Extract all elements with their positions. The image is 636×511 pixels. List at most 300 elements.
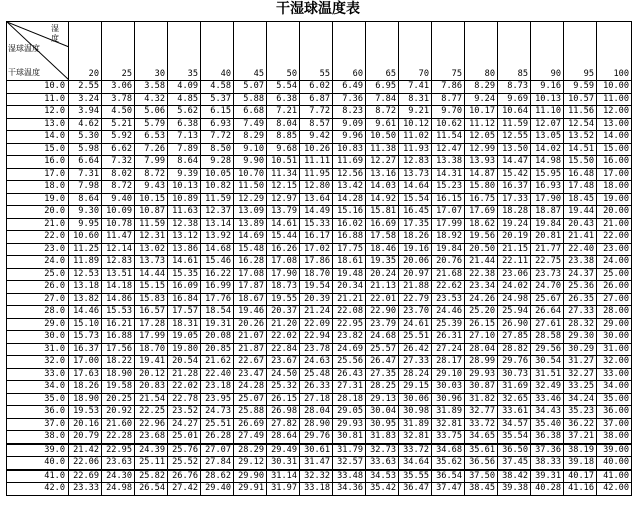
wet-bulb-value-cell: 29.49 <box>267 444 300 457</box>
wet-bulb-value-cell: 29.00 <box>597 318 632 331</box>
wet-bulb-value-cell: 26.69 <box>234 418 267 431</box>
wet-bulb-value-cell: 30.29 <box>564 343 597 356</box>
wet-bulb-value-cell: 20.81 <box>531 231 564 244</box>
wet-bulb-value-cell: 27.42 <box>168 483 201 496</box>
wet-bulb-value-cell: 30.06 <box>399 393 432 406</box>
wet-bulb-value-cell: 34.68 <box>432 444 465 457</box>
wet-bulb-value-cell: 10.17 <box>465 106 498 119</box>
wet-bulb-value-cell: 37.50 <box>465 470 498 483</box>
wet-bulb-value-cell: 22.08 <box>333 306 366 319</box>
wet-bulb-value-cell: 26.42 <box>399 343 432 356</box>
wet-bulb-value-cell: 18.46 <box>366 243 399 256</box>
wet-bulb-value-cell: 15.53 <box>102 306 135 319</box>
wet-bulb-value-cell: 10.51 <box>267 156 300 169</box>
wet-bulb-value-cell: 26.64 <box>531 306 564 319</box>
wet-bulb-value-cell: 17.86 <box>300 256 333 269</box>
wet-bulb-value-cell: 22.78 <box>168 393 201 406</box>
wet-bulb-value-cell: 14.28 <box>333 193 366 206</box>
wet-bulb-value-cell: 20.97 <box>399 268 432 281</box>
wet-bulb-value-cell: 22.00 <box>597 231 632 244</box>
wet-bulb-value-cell: 14.69 <box>234 231 267 244</box>
wet-bulb-value-cell: 20.37 <box>267 306 300 319</box>
wet-bulb-value-cell: 11.50 <box>234 181 267 194</box>
wet-bulb-value-cell: 12.15 <box>267 181 300 194</box>
table-row <box>7 218 632 231</box>
wet-bulb-value-cell: 27.18 <box>300 393 333 406</box>
wet-bulb-value-cell: 30.81 <box>333 431 366 444</box>
wet-bulb-value-cell: 24.46 <box>432 306 465 319</box>
wet-bulb-value-cell: 25.57 <box>366 343 399 356</box>
wet-bulb-value-cell: 9.61 <box>366 118 399 131</box>
wet-bulb-value-cell: 5.37 <box>201 93 234 106</box>
wet-bulb-value-cell: 22.95 <box>102 444 135 457</box>
dry-bulb-temp-cell: 37.0 <box>7 418 69 431</box>
wet-bulb-value-cell: 5.92 <box>102 131 135 144</box>
wet-bulb-value-cell: 11.47 <box>102 231 135 244</box>
table-row <box>7 243 632 256</box>
table-row <box>7 318 632 331</box>
dry-bulb-temp-cell: 39.0 <box>7 444 69 457</box>
wet-bulb-value-cell: 17.00 <box>69 356 102 369</box>
wet-bulb-value-cell: 22.01 <box>366 293 399 306</box>
wet-bulb-value-cell: 24.50 <box>267 368 300 381</box>
wet-bulb-value-cell: 12.05 <box>465 131 498 144</box>
wet-bulb-value-cell: 32.81 <box>432 418 465 431</box>
wet-bulb-value-cell: 2.55 <box>69 81 102 94</box>
wet-bulb-value-cell: 30.87 <box>465 381 498 394</box>
wet-bulb-value-cell: 21.20 <box>267 318 300 331</box>
wet-bulb-value-cell: 18.67 <box>234 293 267 306</box>
wet-bulb-value-cell: 13.42 <box>333 181 366 194</box>
wet-bulb-label: 湿球温度 <box>8 44 40 53</box>
wet-bulb-value-cell: 26.28 <box>201 431 234 444</box>
wet-bulb-value-cell: 8.50 <box>201 143 234 156</box>
wet-bulb-value-cell: 30.96 <box>432 393 465 406</box>
wet-bulb-value-cell: 10.83 <box>333 143 366 156</box>
wet-bulb-value-cell: 20.92 <box>102 406 135 419</box>
wet-bulb-value-cell: 11.93 <box>399 143 432 156</box>
wet-bulb-value-cell: 23.18 <box>201 381 234 394</box>
column-header: 50 <box>267 22 300 81</box>
wet-bulb-value-cell: 32.65 <box>498 393 531 406</box>
wet-bulb-value-cell: 34.00 <box>597 381 632 394</box>
wet-bulb-value-cell: 12.27 <box>366 156 399 169</box>
table-row <box>7 406 632 419</box>
wet-bulb-value-cell: 5.62 <box>168 106 201 119</box>
wet-bulb-value-cell: 23.78 <box>300 343 333 356</box>
wet-bulb-value-cell: 19.53 <box>69 406 102 419</box>
wet-bulb-value-cell: 14.44 <box>135 268 168 281</box>
wet-bulb-value-cell: 12.53 <box>69 268 102 281</box>
wet-bulb-value-cell: 18.22 <box>102 356 135 369</box>
wet-bulb-value-cell: 10.26 <box>300 143 333 156</box>
wet-bulb-value-cell: 13.93 <box>465 156 498 169</box>
wet-bulb-value-cell: 38.19 <box>564 444 597 457</box>
dry-bulb-temp-cell: 11.0 <box>7 93 69 106</box>
wet-bulb-value-cell: 40.17 <box>564 470 597 483</box>
wet-bulb-value-cell: 6.38 <box>267 93 300 106</box>
wet-bulb-value-cell: 17.08 <box>234 268 267 281</box>
wet-bulb-value-cell: 28.00 <box>597 306 632 319</box>
wet-bulb-value-cell: 8.72 <box>366 106 399 119</box>
wet-bulb-value-cell: 9.24 <box>465 93 498 106</box>
wet-bulb-value-cell: 16.17 <box>300 231 333 244</box>
wet-bulb-value-cell: 18.87 <box>531 206 564 219</box>
wet-bulb-value-cell: 29.05 <box>333 406 366 419</box>
wet-bulb-value-cell: 15.48 <box>234 243 267 256</box>
wet-bulb-value-cell: 33.00 <box>597 368 632 381</box>
column-header: 30 <box>135 22 168 81</box>
wet-bulb-value-cell: 3.58 <box>135 81 168 94</box>
wet-bulb-value-cell: 17.87 <box>234 281 267 294</box>
wet-bulb-value-cell: 21.41 <box>564 231 597 244</box>
wet-bulb-value-cell: 28.25 <box>366 381 399 394</box>
wet-bulb-value-cell: 24.37 <box>564 268 597 281</box>
wet-bulb-value-cell: 37.36 <box>531 444 564 457</box>
table-row <box>7 306 632 319</box>
wet-bulb-value-cell: 15.35 <box>168 268 201 281</box>
wet-bulb-value-cell: 6.68 <box>234 106 267 119</box>
wet-bulb-value-cell: 9.96 <box>333 131 366 144</box>
wet-bulb-value-cell: 5.06 <box>135 106 168 119</box>
wet-bulb-value-cell: 11.56 <box>564 106 597 119</box>
wet-bulb-value-cell: 15.81 <box>366 206 399 219</box>
wet-bulb-value-cell: 41.00 <box>597 470 632 483</box>
wet-bulb-value-cell: 32.81 <box>399 431 432 444</box>
wet-bulb-value-cell: 7.99 <box>135 156 168 169</box>
wet-bulb-value-cell: 5.54 <box>267 81 300 94</box>
wet-bulb-value-cell: 8.72 <box>102 181 135 194</box>
wet-bulb-value-cell: 30.31 <box>267 457 300 470</box>
wet-bulb-value-cell: 10.82 <box>201 181 234 194</box>
wet-bulb-value-cell: 27.84 <box>201 457 234 470</box>
wet-bulb-value-cell: 9.21 <box>399 106 432 119</box>
column-header: 65 <box>366 22 399 81</box>
wet-bulb-value-cell: 21.15 <box>498 243 531 256</box>
wet-bulb-value-cell: 16.84 <box>168 293 201 306</box>
wet-bulb-value-cell: 14.46 <box>69 306 102 319</box>
wet-bulb-value-cell: 31.51 <box>531 368 564 381</box>
wet-bulb-value-cell: 27.07 <box>201 444 234 457</box>
wet-bulb-value-cell: 22.25 <box>135 406 168 419</box>
wet-bulb-value-cell: 31.27 <box>564 356 597 369</box>
wet-bulb-value-cell: 15.80 <box>465 181 498 194</box>
column-header: 55 <box>300 22 333 81</box>
wet-bulb-value-cell: 26.35 <box>564 293 597 306</box>
wet-bulb-value-cell: 14.68 <box>201 243 234 256</box>
table-row <box>7 181 632 194</box>
wet-bulb-value-cell: 34.36 <box>333 483 366 496</box>
dry-bulb-temp-cell: 26.0 <box>7 281 69 294</box>
dry-bulb-temp-cell: 40.0 <box>7 457 69 470</box>
wet-bulb-value-cell: 14.61 <box>168 256 201 269</box>
table-row <box>7 331 632 344</box>
wet-bulb-value-cell: 25.32 <box>267 381 300 394</box>
wet-bulb-value-cell: 14.31 <box>432 168 465 181</box>
wet-bulb-value-cell: 10.60 <box>69 231 102 244</box>
wet-bulb-value-cell: 19.84 <box>432 243 465 256</box>
wet-bulb-value-cell: 16.26 <box>267 243 300 256</box>
wet-bulb-value-cell: 3.06 <box>102 81 135 94</box>
wet-bulb-value-cell: 5.21 <box>102 118 135 131</box>
wet-bulb-value-cell: 19.31 <box>201 318 234 331</box>
wet-bulb-value-cell: 7.41 <box>399 81 432 94</box>
wet-bulb-value-cell: 21.13 <box>366 281 399 294</box>
wet-bulb-value-cell: 21.42 <box>69 444 102 457</box>
wet-bulb-value-cell: 12.29 <box>234 193 267 206</box>
wet-bulb-value-cell: 10.70 <box>234 168 267 181</box>
wet-bulb-value-cell: 33.18 <box>300 483 333 496</box>
wet-bulb-value-cell: 18.70 <box>300 268 333 281</box>
wet-bulb-value-cell: 26.98 <box>267 406 300 419</box>
wet-bulb-value-cell: 9.42 <box>300 131 333 144</box>
wet-bulb-value-cell: 25.88 <box>234 406 267 419</box>
column-header: 75 <box>432 22 465 81</box>
wet-bulb-value-cell: 23.63 <box>102 457 135 470</box>
wet-bulb-value-cell: 11.34 <box>267 168 300 181</box>
wet-bulb-value-cell: 20.43 <box>564 218 597 231</box>
wet-bulb-value-cell: 40.00 <box>597 457 632 470</box>
wet-bulb-value-cell: 9.70 <box>432 106 465 119</box>
wet-bulb-value-cell: 29.12 <box>234 457 267 470</box>
wet-bulb-value-cell: 9.16 <box>531 81 564 94</box>
wet-bulb-value-cell: 32.57 <box>333 457 366 470</box>
dry-bulb-temp-cell: 38.0 <box>7 431 69 444</box>
wet-bulb-value-cell: 12.37 <box>201 206 234 219</box>
wet-bulb-value-cell: 8.73 <box>498 81 531 94</box>
table-row <box>7 168 632 181</box>
table-title: 干湿球温度表 <box>276 1 360 17</box>
wet-bulb-value-cell: 31.00 <box>597 343 632 356</box>
wet-bulb-value-cell: 22.11 <box>498 256 531 269</box>
wet-bulb-value-cell: 13.18 <box>69 281 102 294</box>
wet-bulb-value-cell: 7.49 <box>234 118 267 131</box>
wet-bulb-value-cell: 31.83 <box>366 431 399 444</box>
wet-bulb-value-cell: 7.32 <box>102 156 135 169</box>
wet-bulb-value-cell: 26.31 <box>432 331 465 344</box>
wet-bulb-value-cell: 29.13 <box>366 393 399 406</box>
wet-bulb-value-cell: 29.10 <box>432 368 465 381</box>
wet-bulb-value-cell: 10.09 <box>102 206 135 219</box>
wet-bulb-value-cell: 13.86 <box>168 243 201 256</box>
wet-bulb-value-cell: 20.50 <box>465 243 498 256</box>
wet-bulb-value-cell: 28.62 <box>201 470 234 483</box>
wet-bulb-value-cell: 9.10 <box>234 143 267 156</box>
wet-bulb-value-cell: 20.39 <box>300 293 333 306</box>
dry-bulb-temp-cell: 25.0 <box>7 268 69 281</box>
wet-bulb-value-cell: 9.30 <box>69 206 102 219</box>
wet-bulb-value-cell: 10.78 <box>102 218 135 231</box>
wet-bulb-value-cell: 19.84 <box>531 218 564 231</box>
wet-bulb-value-cell: 20.08 <box>201 331 234 344</box>
wet-bulb-value-cell: 32.73 <box>366 444 399 457</box>
wet-bulb-value-cell: 36.47 <box>399 483 432 496</box>
wet-bulb-value-cell: 12.56 <box>333 168 366 181</box>
wet-bulb-value-cell: 18.70 <box>135 343 168 356</box>
wet-bulb-value-cell: 25.67 <box>531 293 564 306</box>
wet-bulb-value-cell: 12.97 <box>267 193 300 206</box>
wet-bulb-value-cell: 9.43 <box>135 181 168 194</box>
wet-bulb-value-cell: 11.59 <box>135 218 168 231</box>
table-row <box>7 293 632 306</box>
wet-bulb-value-cell: 16.88 <box>102 331 135 344</box>
wet-bulb-value-cell: 33.72 <box>399 444 432 457</box>
wet-bulb-value-cell: 21.68 <box>432 268 465 281</box>
wet-bulb-value-cell: 10.87 <box>135 206 168 219</box>
wet-bulb-value-cell: 16.21 <box>102 318 135 331</box>
wet-bulb-value-cell: 19.55 <box>267 293 300 306</box>
wet-bulb-value-cell: 16.48 <box>564 168 597 181</box>
dry-bulb-temp-cell: 35.0 <box>7 393 69 406</box>
wet-bulb-value-cell: 13.14 <box>201 218 234 231</box>
wet-bulb-value-cell: 10.64 <box>498 106 531 119</box>
column-header: 40 <box>201 22 234 81</box>
wet-bulb-value-cell: 19.05 <box>168 331 201 344</box>
wet-bulb-value-cell: 22.02 <box>168 381 201 394</box>
wet-bulb-value-cell: 16.57 <box>135 306 168 319</box>
wet-bulb-value-cell: 32.27 <box>564 368 597 381</box>
wet-bulb-value-cell: 27.31 <box>333 381 366 394</box>
wet-bulb-value-cell: 31.14 <box>267 470 300 483</box>
column-header: 80 <box>465 22 498 81</box>
wet-bulb-value-cell: 17.08 <box>267 256 300 269</box>
wet-bulb-value-cell: 31.97 <box>267 483 300 496</box>
wet-bulb-value-cell: 23.52 <box>168 406 201 419</box>
wet-bulb-value-cell: 25.51 <box>201 418 234 431</box>
wet-bulb-value-cell: 8.02 <box>102 168 135 181</box>
humidity-label-2: 度 <box>51 34 59 43</box>
wet-bulb-value-cell: 19.80 <box>168 343 201 356</box>
column-header: 90 <box>531 22 564 81</box>
wet-bulb-value-cell: 13.79 <box>267 206 300 219</box>
wet-bulb-value-cell: 28.64 <box>267 431 300 444</box>
wet-bulb-value-cell: 20.16 <box>69 418 102 431</box>
wet-bulb-value-cell: 24.69 <box>333 343 366 356</box>
wet-bulb-value-cell: 22.67 <box>234 356 267 369</box>
table-row <box>7 356 632 369</box>
wet-bulb-value-cell: 26.43 <box>333 368 366 381</box>
wet-bulb-value-cell: 8.29 <box>234 131 267 144</box>
wet-bulb-value-cell: 36.00 <box>597 406 632 419</box>
wet-bulb-value-cell: 25.39 <box>432 318 465 331</box>
wet-bulb-value-cell: 22.06 <box>69 457 102 470</box>
wet-bulb-value-cell: 29.91 <box>234 483 267 496</box>
dry-bulb-temp-cell: 41.0 <box>7 470 69 483</box>
wet-bulb-value-cell: 27.82 <box>267 418 300 431</box>
dry-bulb-temp-cell: 15.0 <box>7 143 69 156</box>
wet-bulb-value-cell: 14.47 <box>498 156 531 169</box>
table-row <box>7 268 632 281</box>
wet-bulb-value-cell: 7.36 <box>333 93 366 106</box>
wet-bulb-value-cell: 39.31 <box>531 470 564 483</box>
table-row <box>7 256 632 269</box>
wet-bulb-value-cell: 22.28 <box>102 431 135 444</box>
wet-bulb-value-cell: 36.56 <box>465 457 498 470</box>
header-row <box>7 22 632 81</box>
wet-bulb-value-cell: 21.88 <box>399 281 432 294</box>
wet-bulb-value-cell: 18.00 <box>597 181 632 194</box>
wet-bulb-value-cell: 15.33 <box>300 218 333 231</box>
wet-bulb-value-cell: 34.65 <box>465 431 498 444</box>
wet-bulb-value-cell: 16.28 <box>234 256 267 269</box>
wet-bulb-value-cell: 17.76 <box>201 293 234 306</box>
wet-bulb-value-cell: 15.23 <box>432 181 465 194</box>
wet-bulb-value-cell: 29.15 <box>399 381 432 394</box>
wet-bulb-value-cell: 14.87 <box>465 168 498 181</box>
wet-bulb-value-cell: 9.95 <box>69 218 102 231</box>
wet-bulb-value-cell: 28.90 <box>300 418 333 431</box>
wet-bulb-value-cell: 16.22 <box>201 268 234 281</box>
wet-bulb-value-cell: 4.32 <box>135 93 168 106</box>
wet-bulb-value-cell: 19.35 <box>366 256 399 269</box>
wet-bulb-value-cell: 23.95 <box>201 393 234 406</box>
dry-bulb-temp-cell: 23.0 <box>7 243 69 256</box>
wet-bulb-value-cell: 32.32 <box>300 470 333 483</box>
wet-bulb-value-cell: 17.75 <box>333 243 366 256</box>
wet-bulb-value-cell: 10.00 <box>597 81 632 94</box>
wet-bulb-value-cell: 17.57 <box>168 306 201 319</box>
wet-bulb-value-cell: 14.00 <box>597 131 632 144</box>
wet-bulb-value-cell: 23.67 <box>267 356 300 369</box>
wet-bulb-value-cell: 22.79 <box>399 293 432 306</box>
dry-bulb-temp-cell: 18.0 <box>7 181 69 194</box>
wet-bulb-value-cell: 3.78 <box>102 93 135 106</box>
wet-bulb-value-cell: 33.61 <box>498 406 531 419</box>
dry-bulb-temp-cell: 29.0 <box>7 318 69 331</box>
wet-bulb-value-cell: 12.14 <box>102 243 135 256</box>
wet-bulb-value-cell: 19.41 <box>135 356 168 369</box>
wet-bulb-value-cell: 26.00 <box>597 281 632 294</box>
wet-bulb-value-cell: 11.00 <box>597 93 632 106</box>
wet-bulb-value-cell: 13.52 <box>564 131 597 144</box>
wet-bulb-value-cell: 22.69 <box>69 470 102 483</box>
wet-bulb-value-cell: 9.40 <box>102 193 135 206</box>
dry-bulb-temp-cell: 22.0 <box>7 231 69 244</box>
wet-bulb-value-cell: 17.00 <box>597 168 632 181</box>
wet-bulb-value-cell: 30.98 <box>399 406 432 419</box>
wet-bulb-value-cell: 22.02 <box>267 331 300 344</box>
wet-bulb-value-cell: 26.76 <box>168 470 201 483</box>
wet-bulb-value-cell: 16.88 <box>333 231 366 244</box>
wet-bulb-value-cell: 16.45 <box>399 206 432 219</box>
wet-bulb-value-cell: 28.24 <box>399 368 432 381</box>
wet-bulb-value-cell: 22.38 <box>465 268 498 281</box>
corner-cell <box>7 22 69 81</box>
dry-bulb-temp-cell: 12.0 <box>7 106 69 119</box>
wet-bulb-value-cell: 18.26 <box>399 231 432 244</box>
wet-bulb-value-cell: 18.90 <box>69 393 102 406</box>
wet-bulb-value-cell: 21.07 <box>234 331 267 344</box>
wet-bulb-value-cell: 33.72 <box>465 418 498 431</box>
wet-bulb-value-cell: 32.77 <box>465 406 498 419</box>
wet-bulb-value-cell: 11.38 <box>366 143 399 156</box>
column-header: 70 <box>399 22 432 81</box>
dry-bulb-temp-cell: 13.0 <box>7 118 69 131</box>
wet-bulb-value-cell: 20.76 <box>432 256 465 269</box>
wet-bulb-value-cell: 27.00 <box>597 293 632 306</box>
wet-bulb-value-cell: 10.13 <box>168 181 201 194</box>
wet-bulb-value-cell: 16.09 <box>168 281 201 294</box>
wet-bulb-value-cell: 21.21 <box>333 293 366 306</box>
wet-bulb-value-cell: 37.47 <box>432 483 465 496</box>
wet-bulb-value-cell: 13.92 <box>201 231 234 244</box>
wet-bulb-value-cell: 23.79 <box>366 318 399 331</box>
wet-bulb-value-cell: 24.73 <box>201 406 234 419</box>
wet-bulb-value-cell: 15.50 <box>564 156 597 169</box>
wet-bulb-value-cell: 11.12 <box>465 118 498 131</box>
wet-bulb-value-cell: 23.82 <box>333 331 366 344</box>
wet-bulb-value-cell: 28.99 <box>465 356 498 369</box>
